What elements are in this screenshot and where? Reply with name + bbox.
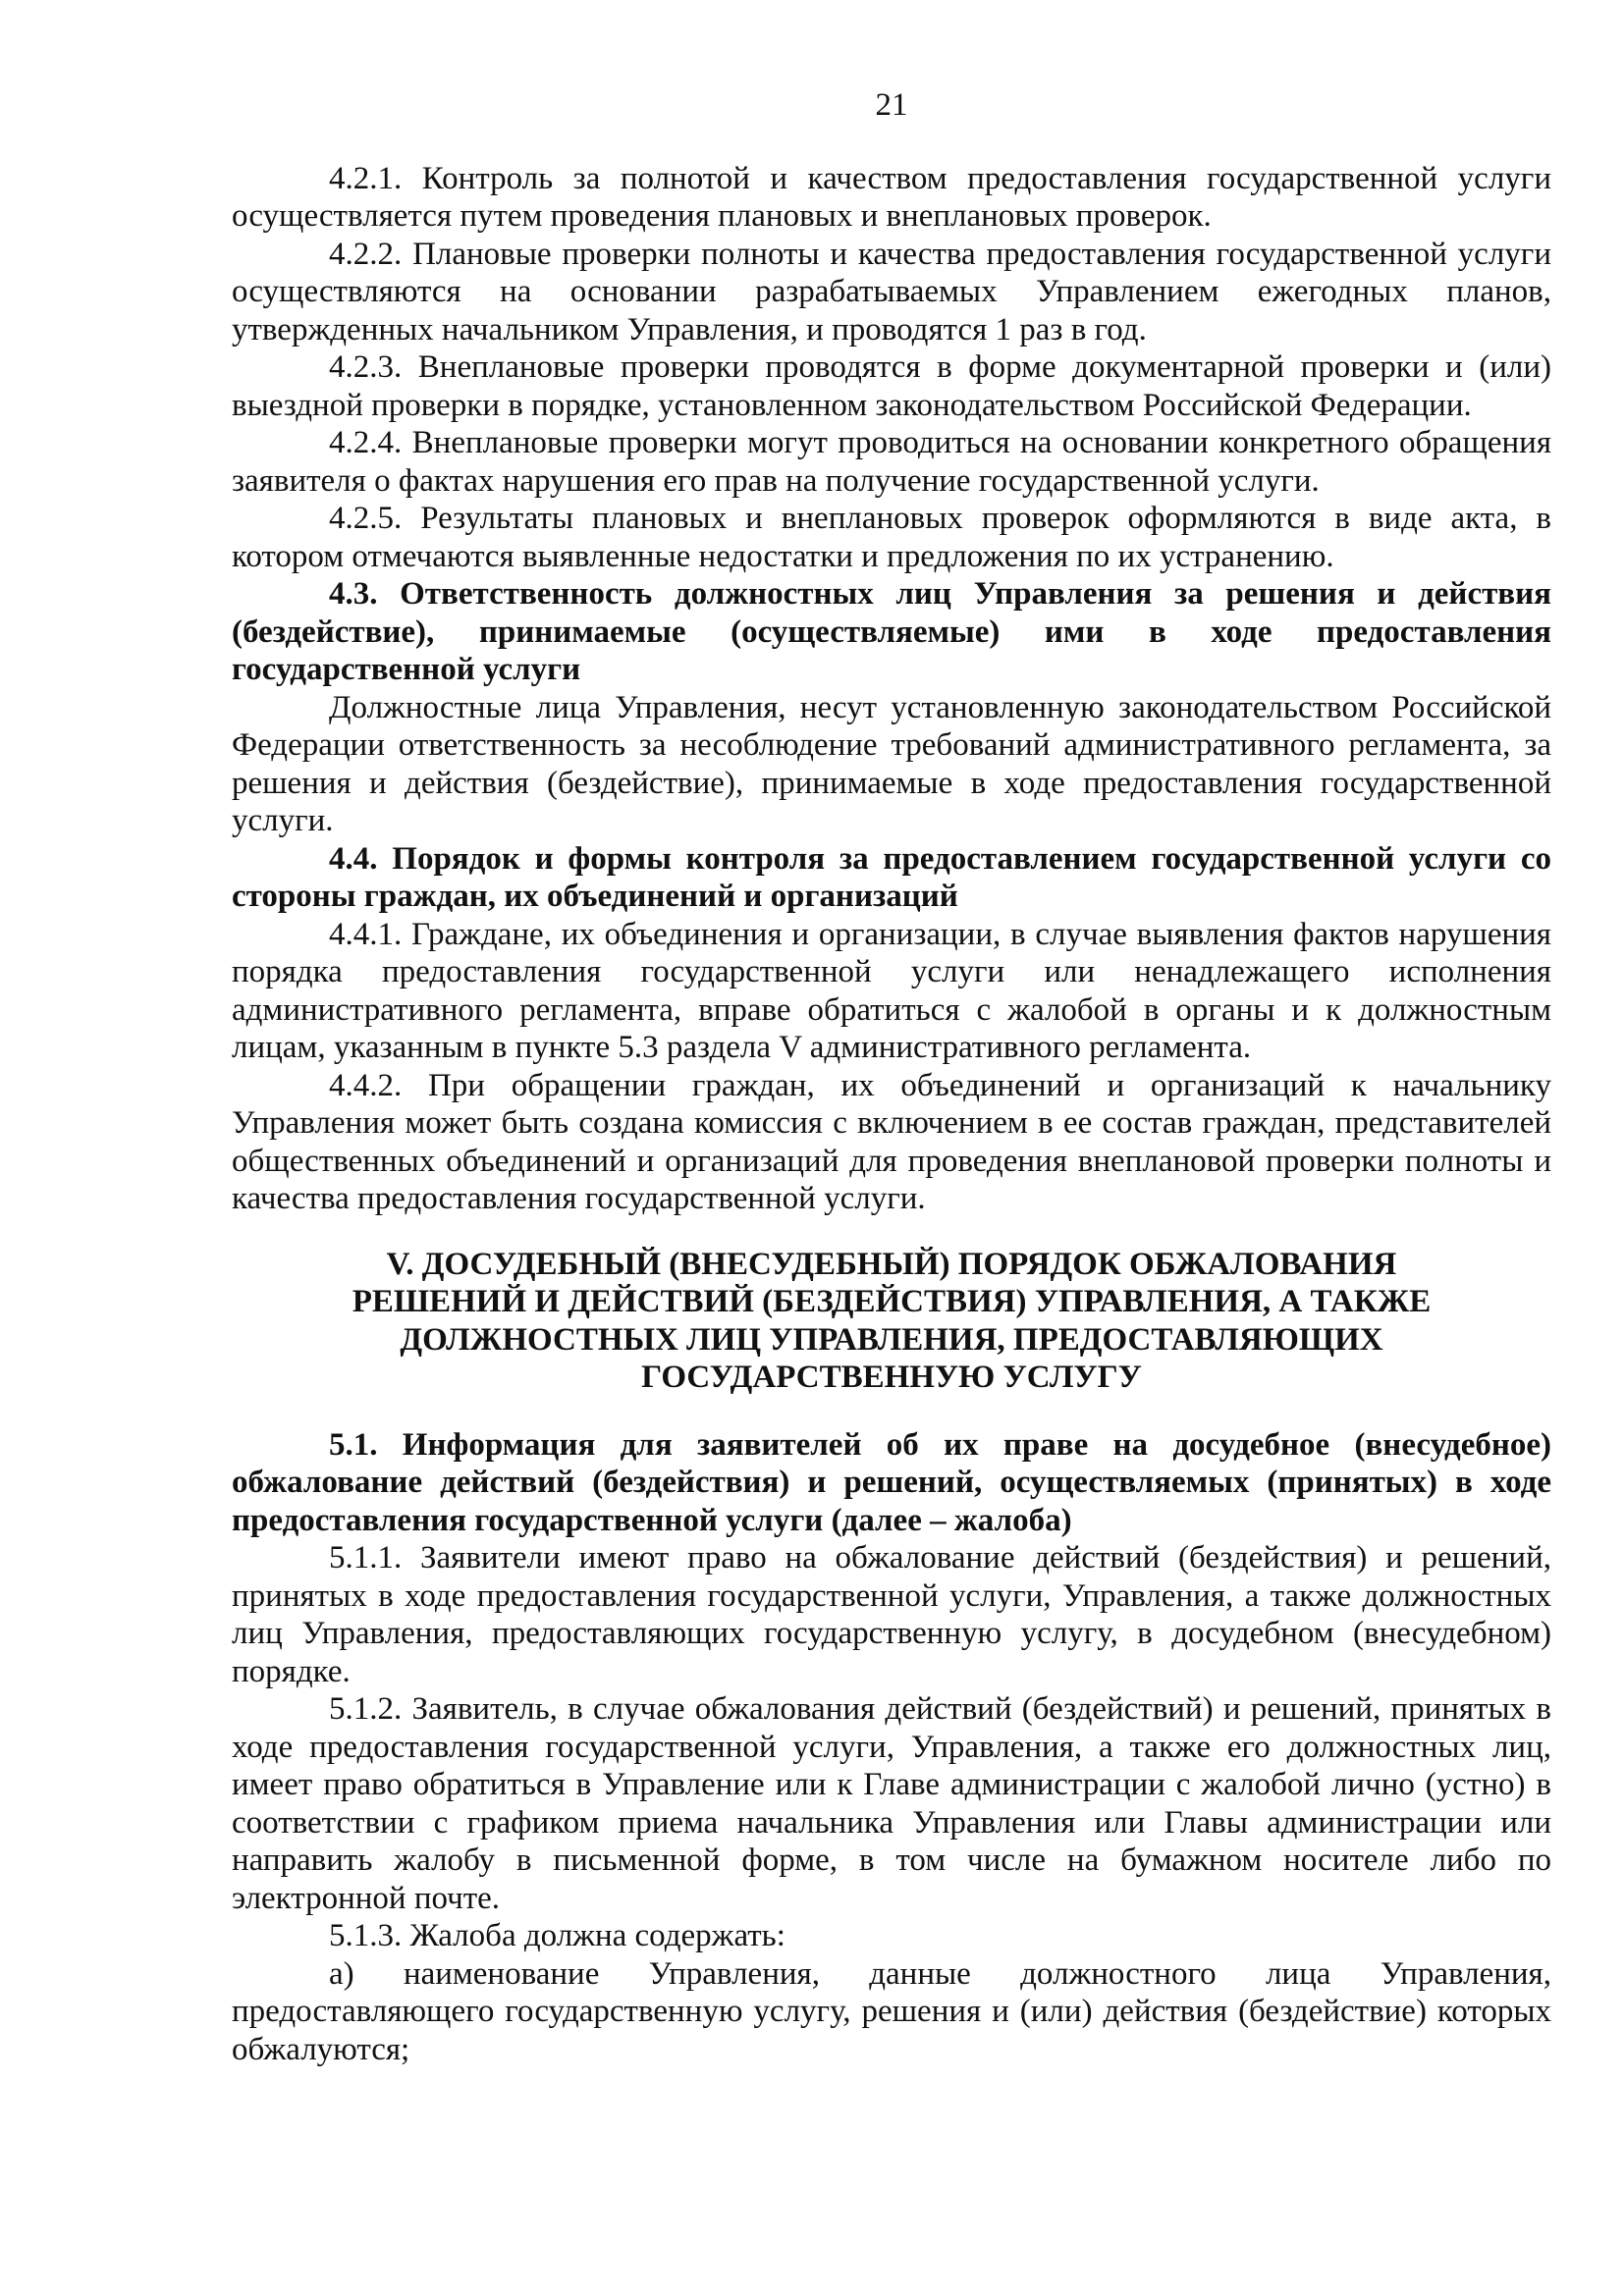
paragraph-4-3-body: Должностные лица Управления, несут установленную законодательством Российской Федерации ответственность за несоблюдение требований административного регламента, за решения и действия (бездействие), принимаемые в ходе предоставления государственной услуги.: [232, 689, 1551, 838]
paragraph-4-2-5: 4.2.5. Результаты плановых и внеплановых проверок оформляются в виде акта, в котором отмечаются выявленные недостатки и предложения по их устранению.: [232, 501, 1551, 574]
paragraph-5-1-2: 5.1.2. Заявитель, в случае обжалования действий (бездействий) и решений, принятых в ходе предоставления государственной услуги, Управления, а также его должностных лиц, имеет право обратиться в Управление или к Главе администрации с жалобой лично (устно) в соответствии с графиком приема начальника Управления или Главы администрации или направить жалобу в письменной форме, в том числе на бумажном носителе либо по электронной почте.: [232, 1691, 1551, 1916]
section-v-heading-line-3: ДОЛЖНОСТНЫХ ЛИЦ УПРАВЛЕНИЯ, ПРЕДОСТАВЛЯЮЩИХ: [400, 1321, 1383, 1358]
paragraph-5-1-1: 5.1.1. Заявители имеют право на обжалование действий (бездействия) и решений, принятых в ходе предоставления государственной услуги, Управления, а также должностных лиц Управления, предоставляющих государственную услугу, в досудебном (внесудебном) порядке.: [232, 1540, 1551, 1689]
paragraph-4-2-2: 4.2.2. Плановые проверки полноты и качества предоставления государственной услуги осуществляются на основании разрабатываемых Управлением ежегодных планов, утвержденных начальником Управления, и проводятся 1 раз в год.: [232, 236, 1551, 347]
paragraph-4-4-2: 4.4.2. При обращении граждан, их объединений и организаций к начальнику Управления может быть создана комиссия с включением в ее состав граждан, представителей общественных объединений и организаций для проведения внеплановой проверки полноты и качества предоставления государственной услуги.: [232, 1067, 1551, 1216]
paragraph-4-2-4: 4.2.4. Внеплановые проверки могут проводиться на основании конкретного обращения заявителя о фактах нарушения его прав на получение государственной услуги.: [232, 425, 1551, 499]
subsection-heading-4-4: 4.4. Порядок и формы контроля за предоставлением государственной услуги со стороны граждан, их объединений и организаций: [232, 840, 1551, 914]
section-v-heading-line-4: ГОСУДАРСТВЕННУЮ УСЛУГУ: [641, 1360, 1142, 1395]
paragraph-5-1-3: 5.1.3. Жалоба должна содержать:: [329, 1918, 785, 1953]
subsection-heading-4-3: 4.3. Ответственность должностных лиц Управления за решения и действия (бездействие), принимаемые (осуществляемые) ими в ходе предоставления государственной услуги: [232, 576, 1551, 687]
subsection-heading-5-1: 5.1. Информация для заявителей об их праве на досудебное (внесудебное) обжалование действий (бездействия) и решений, осуществляемых (принятых) в ходе предоставления государственной услуги (далее – жалоба): [232, 1426, 1551, 1538]
paragraph-4-2-3: 4.2.3. Внеплановые проверки проводятся в форме документарной проверки и (или) выездной проверки в порядке, установленном законодательством Российской Федерации.: [232, 349, 1551, 423]
paragraph-4-2-1: 4.2.1. Контроль за полнотой и качеством предоставления государственной услуги осуществляется путем проведения плановых и внеплановых проверок.: [232, 160, 1551, 234]
paragraph-4-4-1: 4.4.1. Граждане, их объединения и организации, в случае выявления фактов нарушения порядка предоставления государственной услуги или ненадлежащего исполнения административного регламента, вправе обратиться с жалобой в органы и к должностным лицам, указанным в пункте 5.3 раздела V административного регламента.: [232, 916, 1551, 1065]
section-v-heading-line-2: РЕШЕНИЙ И ДЕЙСТВИЙ (БЕЗДЕЙСТВИЯ) УПРАВЛЕНИЯ, А ТАКЖЕ: [352, 1284, 1432, 1319]
section-v-heading-line-1: V. ДОСУДЕБНЫЙ (ВНЕСУДЕБНЫЙ) ПОРЯДОК ОБЖАЛОВАНИЯ: [386, 1246, 1397, 1282]
page-number: 21: [875, 87, 908, 123]
section-v-heading: [232, 1246, 1551, 1397]
paragraph-5-1-3-a: а) наименование Управления, данные должностного лица Управления, предоставляющего государственную услугу, решения и (или) действия (бездействие) которых обжалуются;: [232, 1955, 1551, 2067]
